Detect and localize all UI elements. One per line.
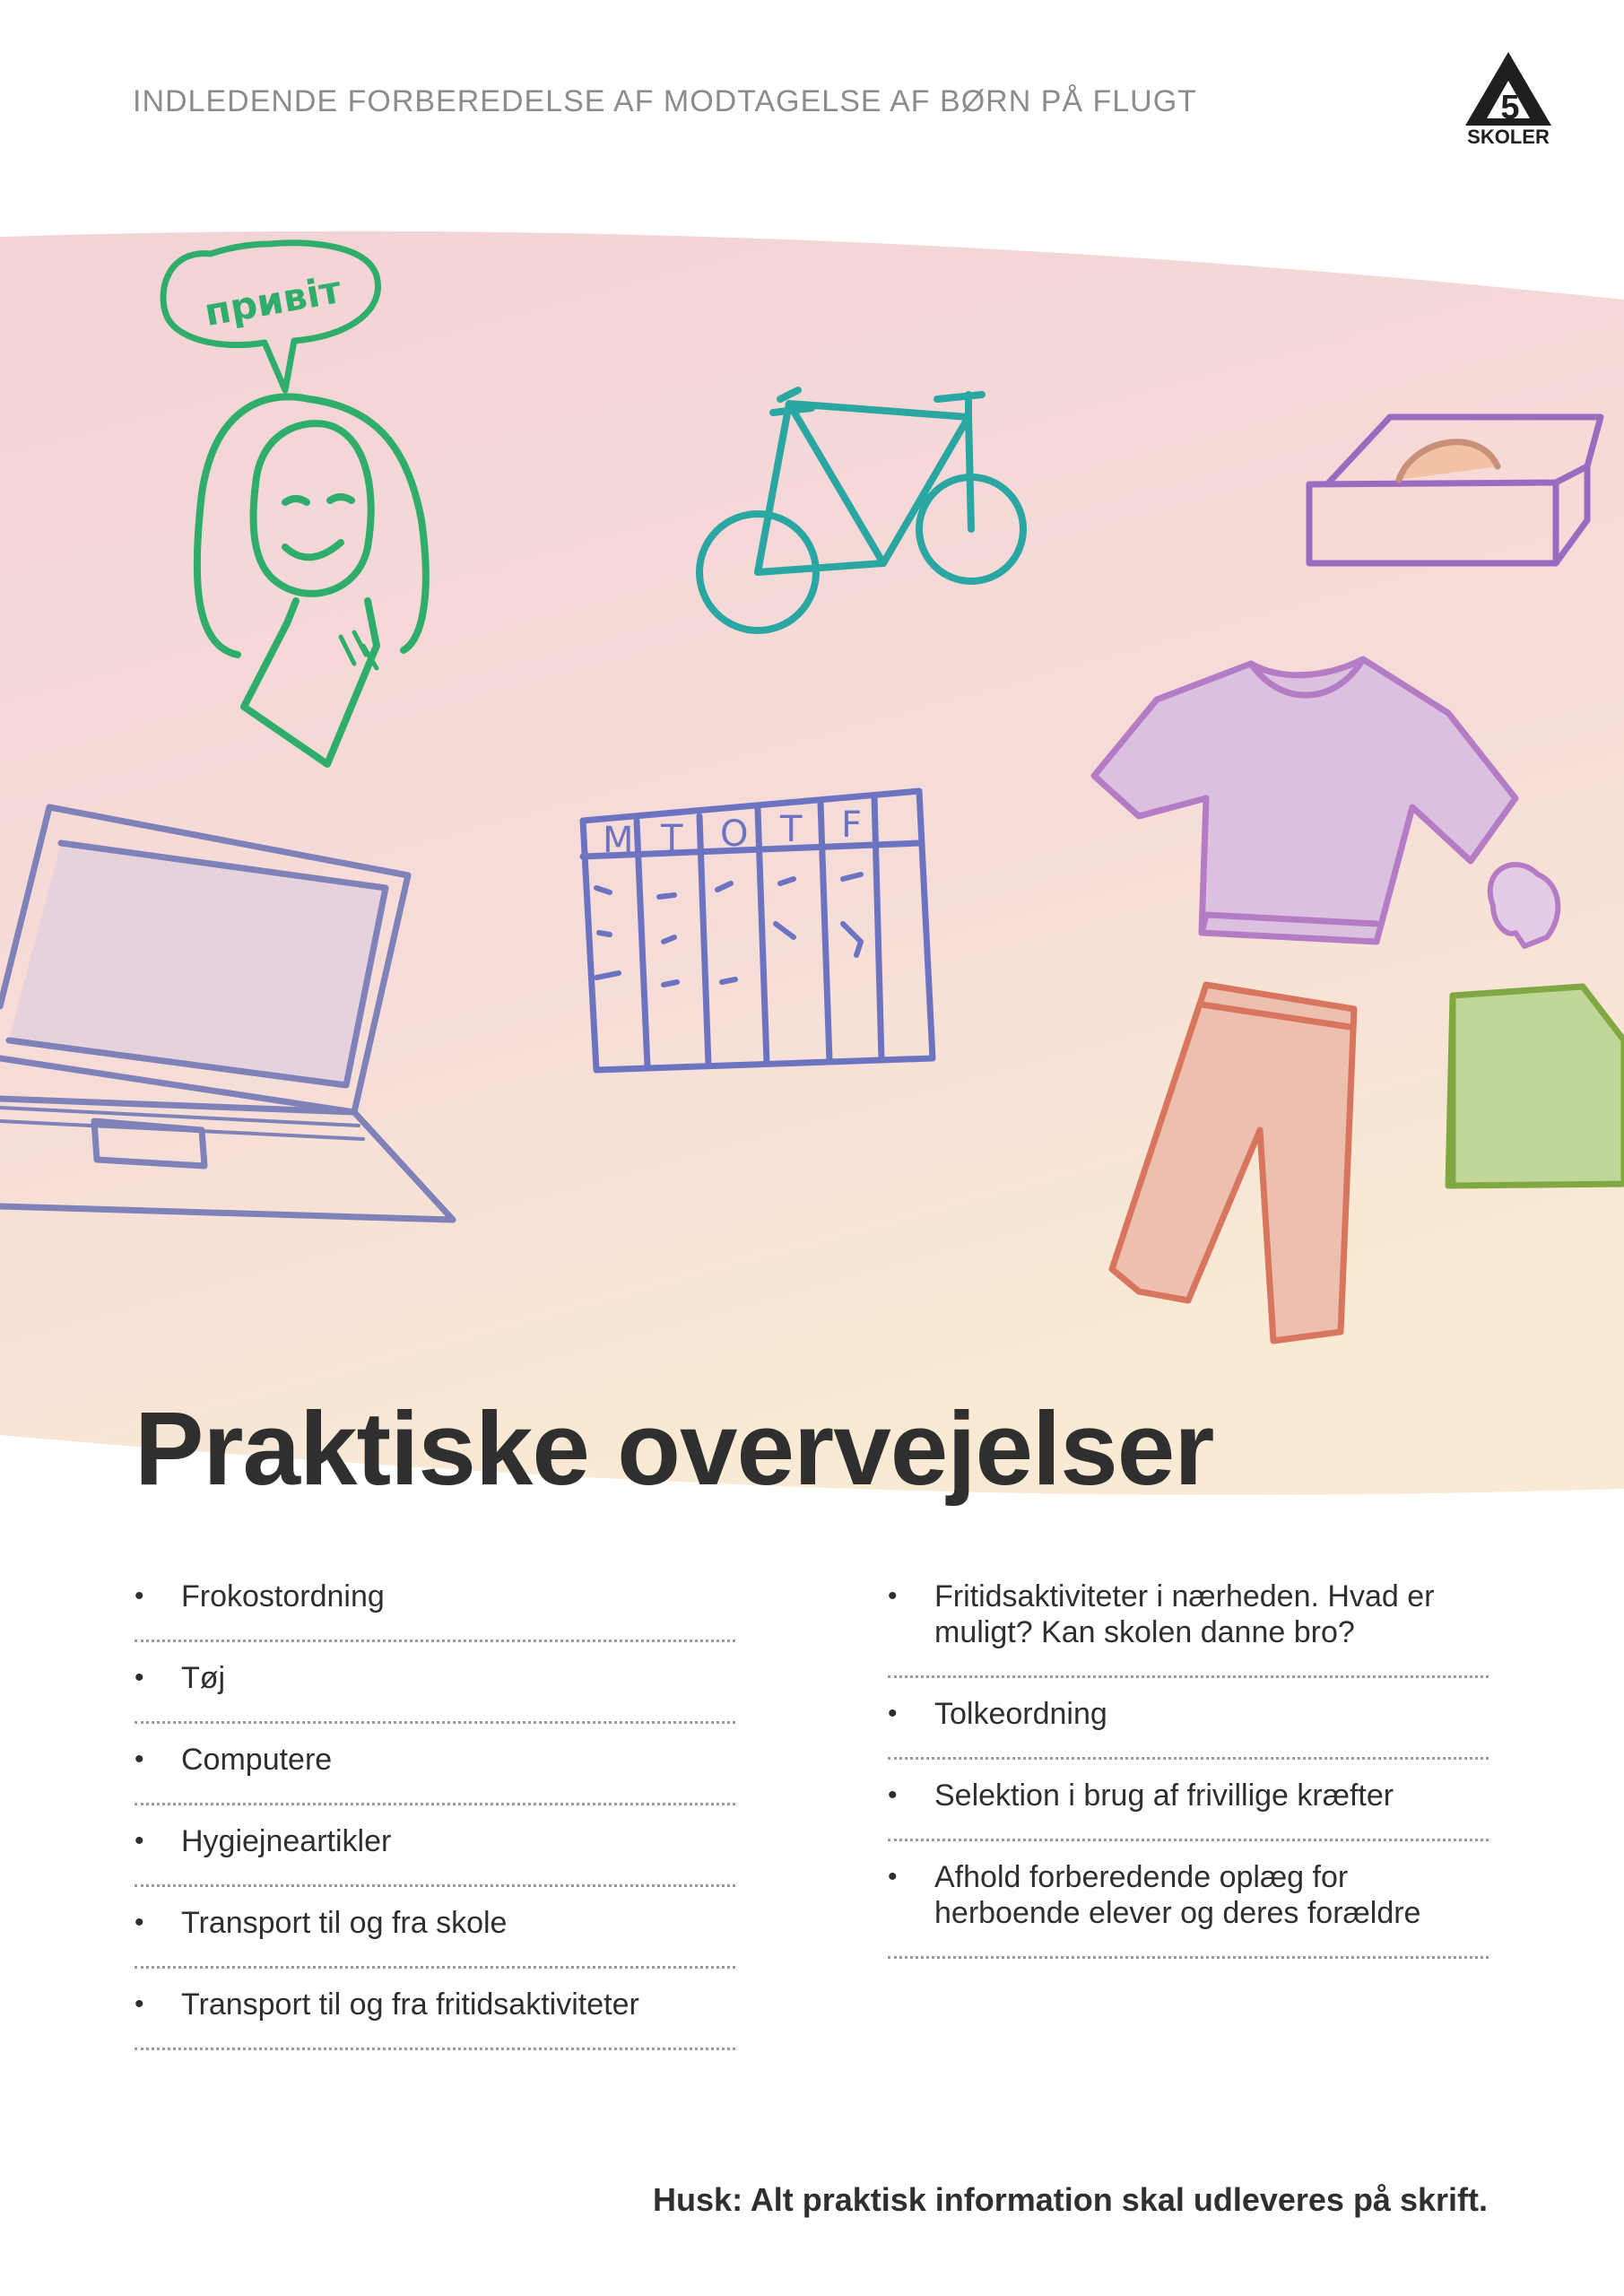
list-item — [135, 1561, 735, 1642]
list-item — [135, 1969, 735, 2050]
list-item — [888, 1841, 1489, 1959]
list-item-text: Transport til og fra skole — [181, 1906, 508, 1940]
list-item — [135, 1642, 735, 1724]
list-item-text: Transport til og fra fritidsaktiviteter — [181, 1987, 639, 2022]
left-checklist — [135, 1561, 735, 2050]
list-item — [135, 1724, 735, 1805]
logo-number: 5 — [1500, 89, 1520, 126]
calendar-day-3: O — [720, 813, 749, 855]
list-item — [135, 1805, 735, 1887]
calendar-day-2: T — [661, 818, 683, 859]
list-item-text: Selektion i brug af frivillige kræfter — [934, 1779, 1394, 1813]
calendar-day-1: M — [603, 820, 634, 861]
list-item-text: Tøj — [181, 1661, 226, 1695]
list-item-text: Afhold forberedende oplæg for herboende elever og deres forældre — [934, 1860, 1421, 1930]
bullet: • — [888, 1780, 898, 1810]
right-checklist — [888, 1561, 1489, 1959]
calendar-day-5: F — [841, 804, 863, 846]
page-title: Praktiske overvejelser — [135, 1390, 1214, 1507]
list-item-text: Fritidsaktiviteter i nærheden. Hvad er muligt? Kan skolen danne bro? — [934, 1579, 1435, 1649]
list-item-text: Computere — [181, 1743, 333, 1777]
hero-illustration — [0, 224, 1624, 1498]
list-item-text: Tolkeordning — [934, 1697, 1107, 1731]
calendar-day-4: T — [780, 809, 803, 850]
bullet: • — [888, 1862, 898, 1892]
bullet: • — [135, 1989, 144, 2019]
five-skoler-logo — [1458, 48, 1559, 149]
logo-text: SKOLER — [1467, 126, 1550, 148]
list-item-text: Frokostordning — [181, 1579, 385, 1613]
speech-bubble-text: привіт — [201, 267, 345, 335]
list-item-text: Hygiejneartikler — [181, 1824, 392, 1858]
bullet: • — [135, 1581, 144, 1611]
list-item — [135, 1887, 735, 1969]
bullet: • — [888, 1699, 898, 1728]
bag-icon — [1448, 987, 1624, 1186]
bullet: • — [135, 1826, 144, 1856]
bullet: • — [135, 1908, 144, 1937]
reminder-note: Husk: Alt praktisk information skal udleveres på skrift. — [653, 2181, 1488, 2218]
header-title: INDLEDENDE FORBEREDELSE AF MODTAGELSE AF BØRN PÅ FLUGT — [133, 84, 1197, 118]
list-item — [888, 1561, 1489, 1678]
list-item — [888, 1678, 1489, 1760]
list-item — [888, 1760, 1489, 1841]
bullet: • — [888, 1581, 898, 1611]
bullet: • — [135, 1744, 144, 1774]
bullet: • — [135, 1663, 144, 1692]
